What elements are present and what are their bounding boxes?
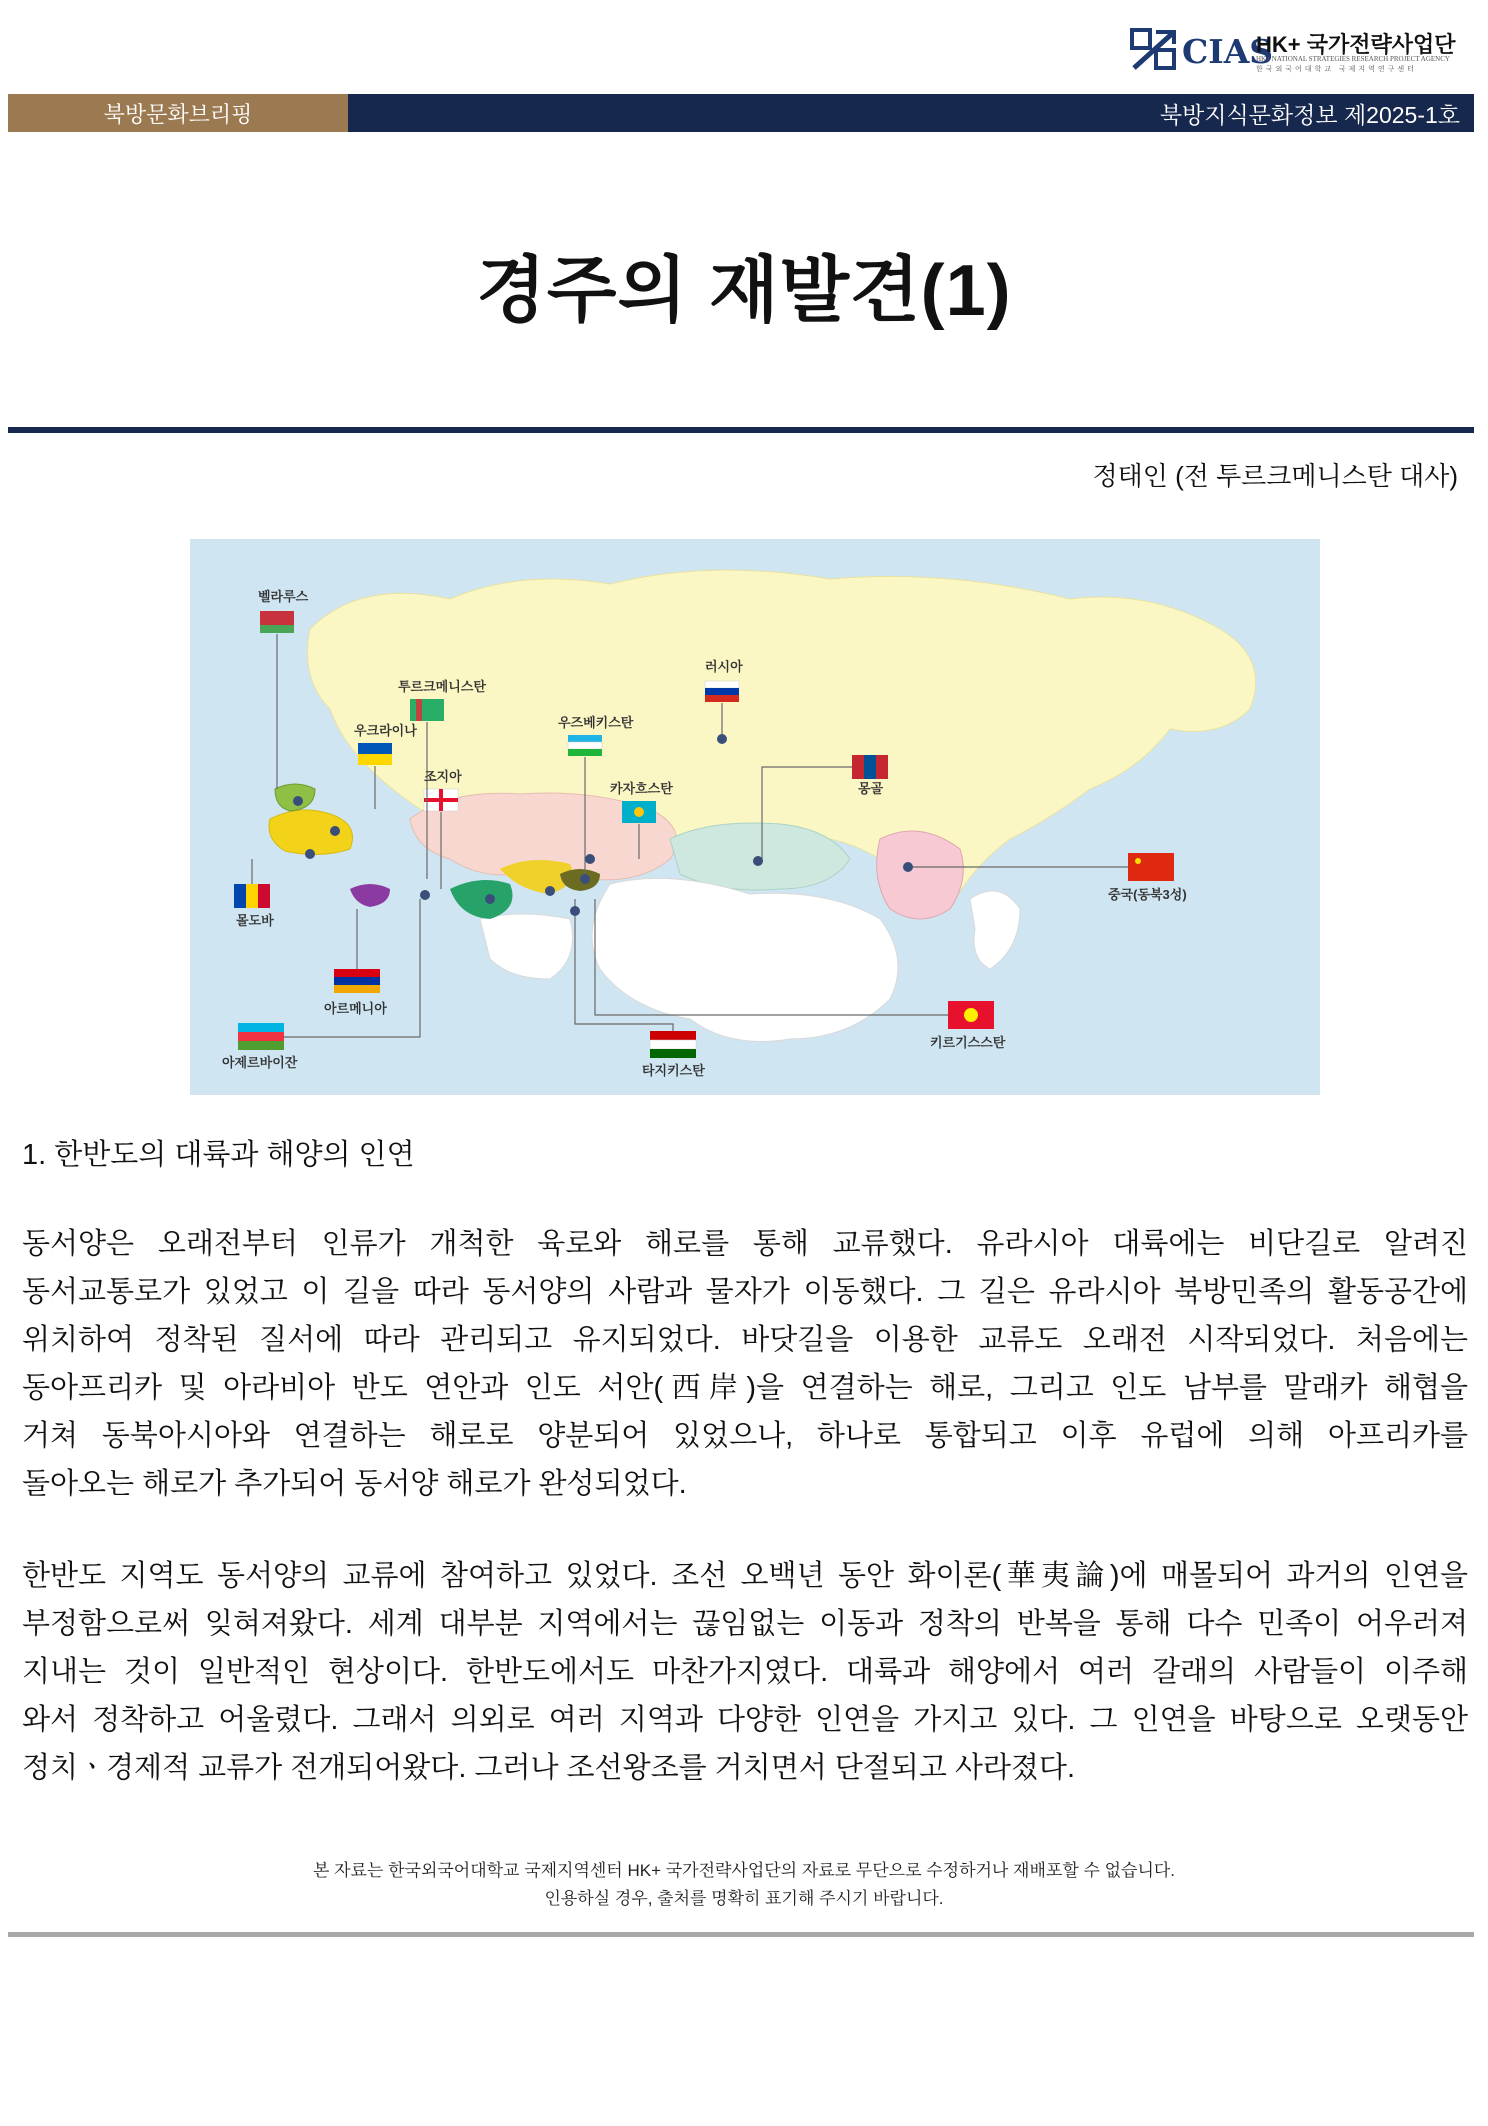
paragraph-line: 정치ㆍ경제적 교류가 전개되어왔다. 그러나 조선왕조를 거치면서 단절되고 사라졌다. bbox=[22, 1752, 1076, 1784]
map-label-azerbaijan: 아제르바이잔 bbox=[222, 1055, 298, 1070]
footer-notice: 본 자료는 한국외국어대학교 국제지역센터 HK+ 국가전략사업단의 자료로 무단으로 수정하거나 재배포할 수 없습니다. bbox=[312, 1861, 1176, 1880]
footer-divider bbox=[8, 1932, 1474, 1937]
flag-russia bbox=[705, 681, 739, 702]
flag-mongolia bbox=[852, 755, 888, 779]
org-name: HK+ 국가전략사업단 bbox=[1256, 32, 1456, 57]
paragraph-line: 부정함으로써 잊혀져왔다. 세계 대부분 지역에서는 끊임없는 이동과 정착의 반복을 통해 다수 민족이 어우러져 bbox=[22, 1608, 1468, 1640]
flag-kyrgyzstan bbox=[948, 1001, 994, 1029]
flag-belarus bbox=[260, 611, 294, 633]
paragraph-line: 동서교통로가 있었고 이 길을 따라 동서양의 사람과 물자가 이동했다. 그 길은 유라시아 북방민족의 활동공간에 bbox=[22, 1276, 1468, 1308]
map-label-mongolia: 몽골 bbox=[858, 781, 884, 796]
flag-china bbox=[1128, 853, 1174, 881]
map-label-russia: 러시아 bbox=[705, 659, 743, 674]
paragraph-2 bbox=[22, 1552, 1468, 1792]
flag-uzbekistan bbox=[568, 735, 602, 756]
paragraph-line: 거쳐 동북아시아와 연결하는 해로로 양분되어 있었으나, 하나로 통합되고 이후 유럽에 의해 아프리카를 bbox=[22, 1420, 1468, 1452]
issue-label: 북방지식문화정보 제2025-1호 bbox=[348, 94, 1474, 132]
flag-turkmenistan bbox=[410, 699, 444, 721]
map-label-uzbekistan: 우즈베키스탄 bbox=[558, 715, 634, 730]
flag-armenia bbox=[334, 969, 380, 993]
flag-georgia bbox=[424, 789, 458, 811]
paragraph-line: 위치하여 정착된 질서에 따라 관리되고 유지되었다. 바닷길을 이용한 교류도 오래전 시작되었다. 처음에는 bbox=[22, 1324, 1468, 1356]
header-bar bbox=[8, 94, 1474, 132]
map-label-georgia: 조지아 bbox=[424, 769, 462, 784]
map-label-turkmenistan: 투르크메니스탄 bbox=[398, 679, 486, 694]
flag-kazakhstan bbox=[622, 801, 656, 823]
paragraph-1 bbox=[22, 1220, 1468, 1508]
org-logo bbox=[1130, 26, 1460, 76]
flag-tajikistan bbox=[650, 1031, 696, 1058]
section-heading: 1. 한반도의 대륙과 해양의 인연 bbox=[22, 1139, 415, 1171]
map-label-kyrgyzstan: 키르기스스탄 bbox=[930, 1035, 1006, 1050]
page-title: 경주의 재발견(1) bbox=[476, 251, 1012, 331]
flag-ukraine bbox=[358, 743, 392, 765]
cias-logo-icon bbox=[1130, 28, 1178, 72]
org-sub-kr: 한국외국어대학교 국제지역연구센터 bbox=[1256, 65, 1417, 73]
title-divider bbox=[8, 427, 1474, 433]
map-label-china: 중국(동북3성) bbox=[1108, 887, 1187, 902]
eurasia-map bbox=[190, 539, 1320, 1095]
map-label-moldova: 몰도바 bbox=[236, 913, 274, 928]
org-sub-en: HK+ NATIONAL STRATEGIES RESEARCH PROJECT AGENCY bbox=[1256, 55, 1450, 63]
paragraph-line: 동서양은 오래전부터 인류가 개척한 육로와 해로를 통해 교류했다. 유라시아 대륙에는 비단길로 알려진 bbox=[22, 1228, 1468, 1260]
paragraph-line: 한반도 지역도 동서양의 교류에 참여하고 있었다. 조선 오백년 동안 화이론(華夷論)에 매몰되어 과거의 인연을 bbox=[22, 1560, 1468, 1592]
paragraph-line: 지내는 것이 일반적인 현상이다. 한반도에서도 마찬가지였다. 대륙과 해양에서 여러 갈래의 사람들이 이주해 bbox=[22, 1656, 1468, 1688]
map-label-kazakhstan: 카자흐스탄 bbox=[610, 781, 673, 796]
category-label: 북방문화브리핑 bbox=[8, 94, 348, 132]
footer-citation: 인용하실 경우, 출처를 명확히 표기해 주시기 바랍니다. bbox=[544, 1889, 944, 1908]
paragraph-line: 와서 정착하고 어울렸다. 그래서 의외로 여러 지역과 다양한 인연을 가지고 있다. 그 인연을 바탕으로 오랫동안 bbox=[22, 1704, 1468, 1736]
flag-moldova bbox=[234, 884, 270, 908]
map-label-armenia: 아르메니아 bbox=[324, 1001, 387, 1016]
map-label-tajikistan: 타지키스탄 bbox=[642, 1063, 705, 1078]
map-label-ukraine: 우크라이나 bbox=[354, 723, 417, 738]
flag-azerbaijan bbox=[238, 1023, 284, 1050]
paragraph-line: 돌아오는 해로가 추가되어 동서양 해로가 완성되었다. bbox=[22, 1468, 687, 1500]
author-line: 정태인 (전 투르크메니스탄 대사) bbox=[1092, 461, 1458, 491]
paragraph-line: 동아프리카 및 아라비아 반도 연안과 인도 서안(西岸)을 연결하는 해로, 그리고 인도 남부를 말래카 해협을 bbox=[22, 1372, 1468, 1404]
map-label-belarus: 벨라루스 bbox=[258, 589, 309, 604]
org-abbr: CIAS bbox=[1182, 32, 1274, 71]
